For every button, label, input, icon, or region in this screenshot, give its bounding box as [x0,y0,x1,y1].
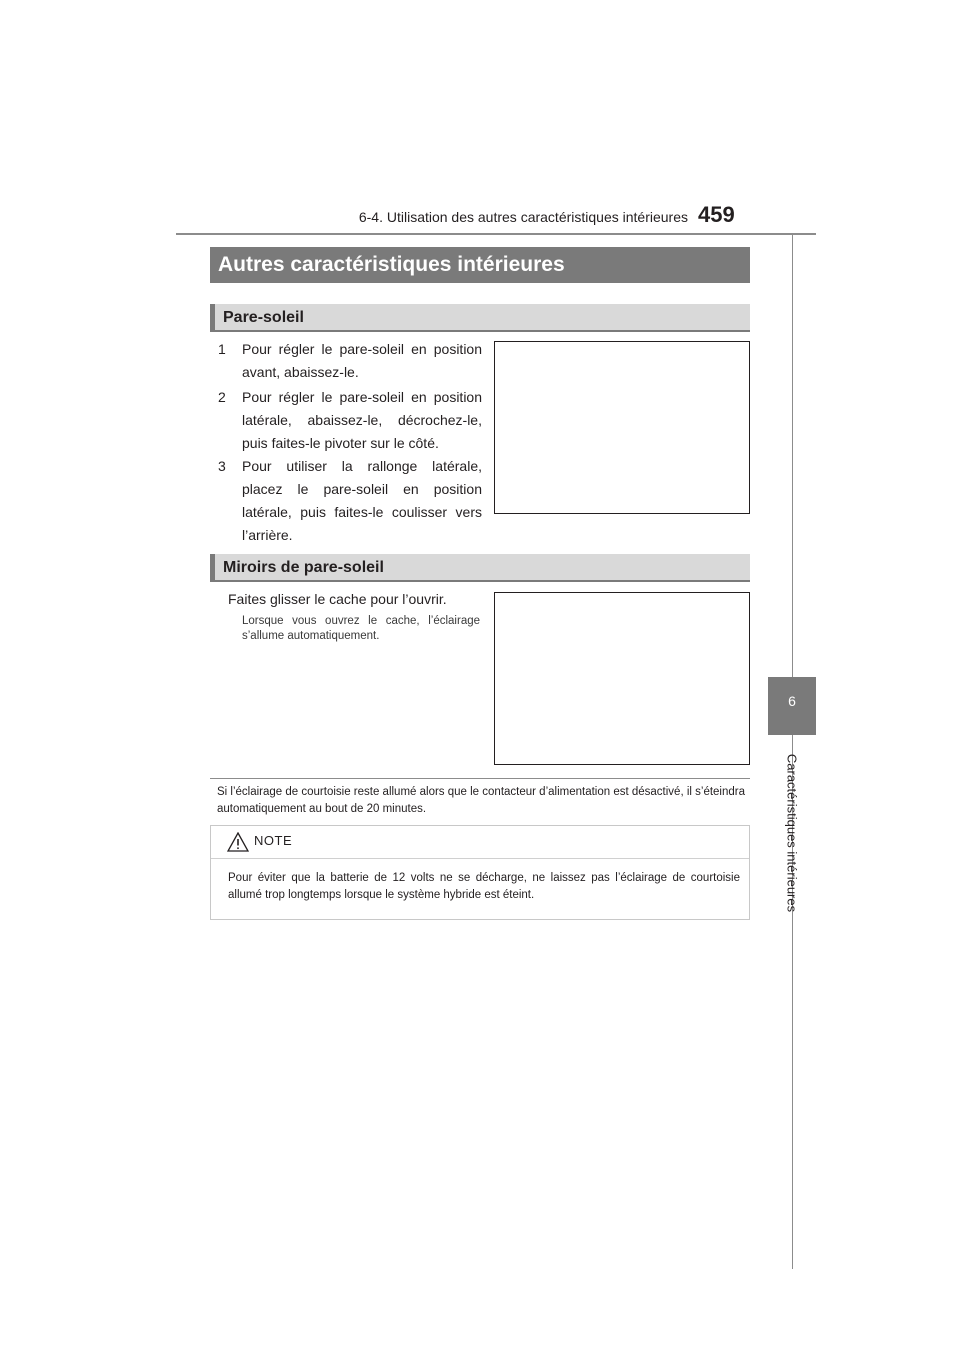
step-3 [218,455,482,547]
mirror-instruction: Faites glisser le cache pour l’ouvrir. [228,591,447,607]
chapter-tab: 6 [768,677,816,735]
mirror-note: Lorsque vous ouvrez le cache, l’éclairage s’allume automatiquement. [242,615,480,642]
step-number: 3 [218,458,226,474]
page-title: Autres caractéristiques intérieures [210,247,750,283]
warning-icon [227,832,249,852]
step-2 [218,386,482,455]
note-header-divider [211,858,749,859]
courtesy-light-info: Si l’éclairage de courtoisie reste allumé alors que le contacteur d’alimentation est désactivé, il s’éteindra automatiquement au bout de 20 minutes. [217,786,746,815]
info-divider [210,778,750,779]
section-header-vanity-mirrors: Miroirs de pare-soleil [210,554,750,582]
note-text: Pour éviter que la batterie de 12 volts ne se décharge, ne laissez pas l’éclairage de courtoisie allumé trop longtemps lorsque le système hybride est éteint. [228,872,740,901]
step-number: 2 [218,389,226,405]
sun-visor-illustration [494,341,750,514]
note-title: NOTE [254,833,293,848]
step-text: Pour régler le pare-soleil en position avant, abaissez-le. [242,341,482,380]
step-text: Pour utiliser la rallonge latérale, placez le pare-soleil en position latérale, puis faites-le coulisser vers l’arrière. [242,458,482,543]
vanity-mirror-illustration [494,592,750,765]
step-1 [218,338,482,384]
section-header-sun-visor: Pare-soleil [210,304,750,332]
running-header: 6-4. Utilisation des autres caractéristiques intérieures [358,209,688,225]
step-number: 1 [218,341,226,357]
page-number: 459 [698,202,735,227]
header-divider [176,233,816,235]
chapter-label-text: Caractéristiques intérieures [784,753,800,912]
chapter-label [776,745,808,920]
step-text: Pour régler le pare-soleil en position latérale, abaissez-le, décrochez-le, puis faites-le pivoter sur le côté. [242,389,482,451]
